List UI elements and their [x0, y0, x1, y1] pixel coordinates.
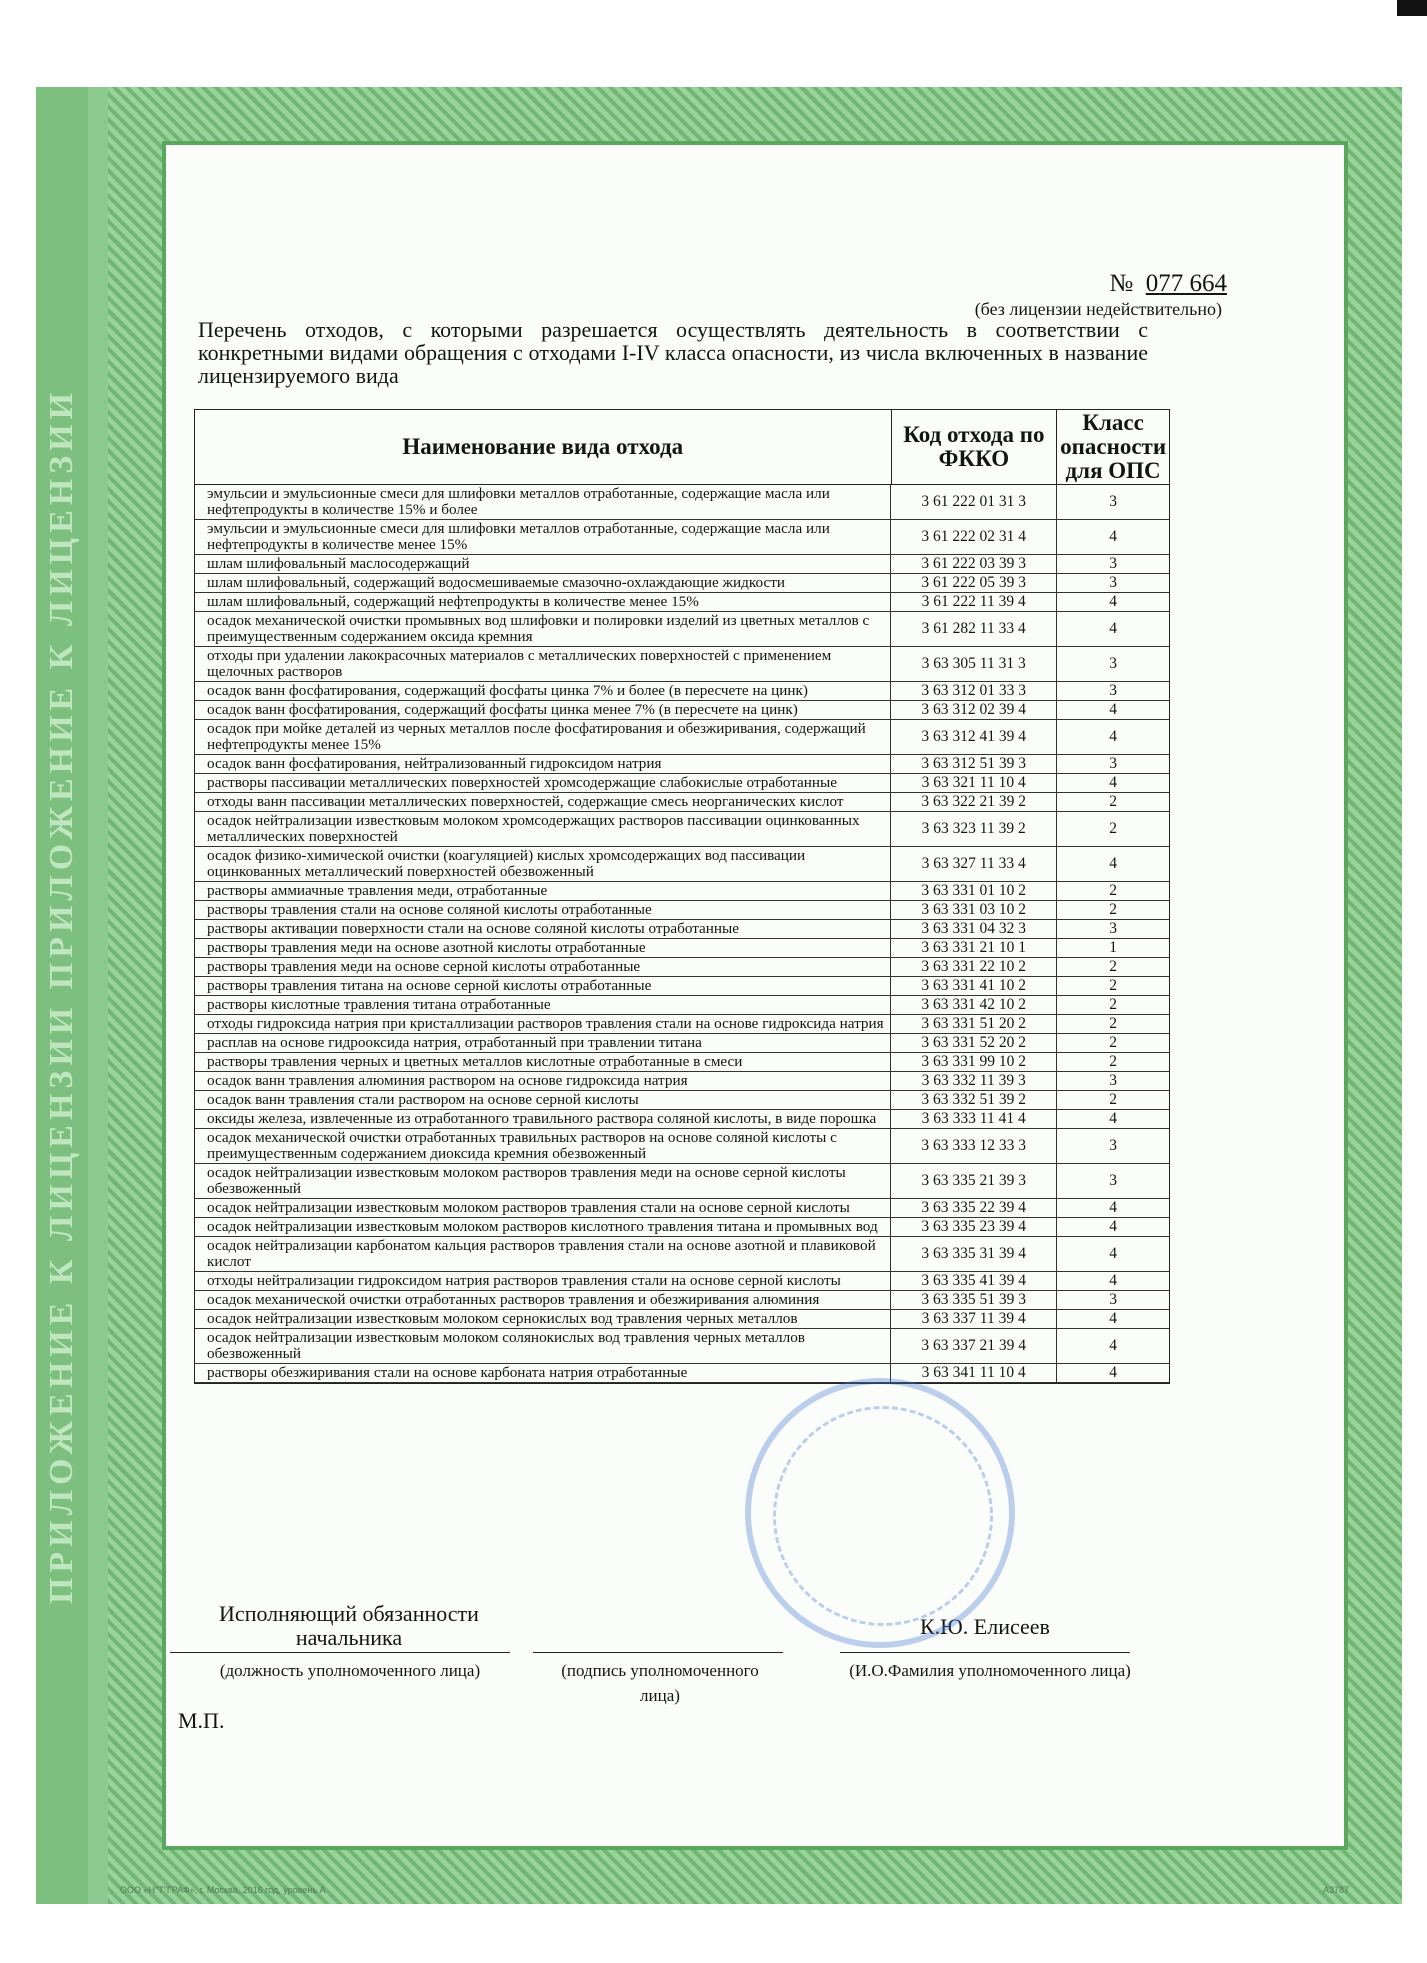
row-class: 3 — [1109, 1172, 1117, 1189]
row-code: 3 63 331 21 10 1 — [891, 939, 1057, 957]
row-code: 3 63 332 51 39 2 — [891, 1091, 1057, 1109]
table-row — [195, 920, 1169, 939]
row-name: растворы аммиачные травления меди, отработанные — [195, 882, 891, 900]
row-code: 3 63 312 02 39 4 — [891, 701, 1057, 719]
row-name: осадок физико-химической очистки (коагуляцией) кислых хромсодержащих вод пассивации оцинкованных металлический поверхностей обезвоженный — [195, 847, 891, 881]
row-code: 3 63 341 11 10 4 — [891, 1364, 1057, 1382]
row-class: 4 — [1109, 1310, 1117, 1327]
row-code: 3 63 331 42 10 2 — [891, 996, 1057, 1014]
row-name: отходы при удалении лакокрасочных материалов с металлических поверхностей с применением щелочных растворов — [195, 647, 891, 681]
table-row — [195, 1218, 1169, 1237]
row-name: шлам шлифовальный маслосодержащий — [195, 555, 891, 573]
official-seal — [745, 1378, 1015, 1648]
row-code: 3 63 331 03 10 2 — [891, 901, 1057, 919]
seal-inner-ring — [773, 1406, 993, 1626]
list-heading: Перечень отходов, с которыми разрешается осуществлять деятельность в соответствии с конкретными видами обращения с отходами I-IV класса опасности, из числа включенных в название лицензируемого вида — [198, 317, 1148, 388]
table-row — [195, 520, 1169, 555]
row-name: отходы нейтрализации гидроксидом натрия растворов травления стали на основе серной кислоты — [195, 1272, 891, 1290]
row-class: 2 — [1109, 882, 1117, 899]
row-class: 4 — [1109, 620, 1117, 637]
table-row — [195, 555, 1169, 574]
row-code: 3 63 337 21 39 4 — [891, 1329, 1057, 1363]
row-class: 2 — [1109, 901, 1117, 918]
row-code: 3 63 331 22 10 2 — [891, 958, 1057, 976]
row-name: осадок ванн фосфатирования, содержащий фосфаты цинка менее 7% (в пересчете на цинк) — [195, 701, 891, 719]
row-code: 3 63 332 11 39 3 — [891, 1072, 1057, 1090]
row-class: 3 — [1109, 1137, 1117, 1154]
name-line — [840, 1652, 1130, 1653]
row-name: осадок нейтрализации известковым молоком хромсодержащих растворов пассивации оцинкованных металлических поверхностей — [195, 812, 891, 846]
row-code: 3 63 312 01 33 3 — [891, 682, 1057, 700]
row-class: 3 — [1109, 493, 1117, 510]
table-row — [195, 593, 1169, 612]
row-code: 3 63 335 21 39 3 — [891, 1164, 1057, 1198]
position-title: Исполняющий обязанности начальника — [219, 1601, 479, 1650]
row-code: 3 63 331 51 20 2 — [891, 1015, 1057, 1033]
row-code: 3 63 305 11 31 3 — [891, 647, 1057, 681]
row-name: осадок механической очистки отработанных травильных растворов на основе соляной кислоты с преимущественным содержанием диоксида кремния обезвоженный — [195, 1129, 891, 1163]
row-code: 3 63 331 04 32 3 — [891, 920, 1057, 938]
table-row — [195, 847, 1169, 882]
row-name: растворы травления черных и цветных металлов кислотные отработанные в смеси — [195, 1053, 891, 1071]
row-code: 3 63 335 22 39 4 — [891, 1199, 1057, 1217]
row-class: 3 — [1109, 1072, 1117, 1089]
position-caption: (должность уполномоченного лица) — [219, 1661, 481, 1680]
table-row — [195, 1129, 1169, 1164]
position-line — [170, 1652, 510, 1653]
row-name: осадок нейтрализации известковым молоком растворов кислотного травления титана и промывных вод — [195, 1218, 891, 1236]
row-name: осадок нейтрализации карбонатом кальция растворов травления стали на основе азотной и плавиковой кислот — [195, 1237, 891, 1271]
row-name: оксиды железа, извлеченные из отработанного травильного раствора соляной кислоты, в виде порошка — [195, 1110, 891, 1128]
row-class: 2 — [1109, 793, 1117, 810]
document-number — [1109, 270, 1227, 298]
table-row — [195, 1291, 1169, 1310]
table-row — [195, 1164, 1169, 1199]
row-name: растворы обезжиривания стали на основе карбоната натрия отработанные — [195, 1364, 891, 1382]
row-class: 3 — [1109, 682, 1117, 699]
row-class: 3 — [1109, 1291, 1117, 1308]
signature-caption: (подпись уполномоченного лица) — [561, 1661, 759, 1705]
table-header — [195, 410, 1169, 485]
table-row — [195, 1329, 1169, 1364]
table-row — [195, 901, 1169, 920]
table-row — [195, 647, 1169, 682]
row-code: 3 61 282 11 33 4 — [891, 612, 1057, 646]
row-name: растворы активации поверхности стали на основе соляной кислоты отработанные — [195, 920, 891, 938]
signature-line — [533, 1652, 783, 1653]
row-code: 3 63 335 51 39 3 — [891, 1291, 1057, 1309]
printer-note: ООО «Н"Т"ГРАФ», г. Москва, 2016 год, уровень А — [120, 1885, 326, 1895]
row-code: 3 63 335 41 39 4 — [891, 1272, 1057, 1290]
row-code: 3 63 312 51 39 3 — [891, 755, 1057, 773]
table-body — [195, 485, 1169, 1383]
row-name: эмульсии и эмульсионные смеси для шлифовки металлов отработанные, содержащие масла или нефтепродукты в количестве менее 15% — [195, 520, 891, 554]
row-name: растворы травления стали на основе соляной кислоты отработанные — [195, 901, 891, 919]
table-row — [195, 755, 1169, 774]
table-row — [195, 1072, 1169, 1091]
row-name: эмульсии и эмульсионные смеси для шлифовки металлов отработанные, содержащие масла или нефтепродукты в количестве 15% и более — [195, 485, 891, 519]
row-class: 4 — [1109, 1364, 1117, 1381]
row-class: 4 — [1109, 728, 1117, 745]
row-name: отходы гидроксида натрия при кристаллизации растворов травления стали на основе гидроксида натрия — [195, 1015, 891, 1033]
side-strip — [36, 87, 88, 1904]
row-name: осадок нейтрализации известковым молоком сернокислых вод травления черных металлов — [195, 1310, 891, 1328]
table-row — [195, 977, 1169, 996]
side-text: ПРИЛОЖЕНИЕ К ЛИЦЕНЗИИ ПРИЛОЖЕНИЕ К ЛИЦЕНЗИИ — [43, 387, 81, 1604]
row-code: 3 63 331 41 10 2 — [891, 977, 1057, 995]
row-code: 3 63 321 11 10 4 — [891, 774, 1057, 792]
row-name: шлам шлифовальный, содержащий водосмешиваемые смазочно-охлаждающие жидкости — [195, 574, 891, 592]
row-name: растворы кислотные травления титана отработанные — [195, 996, 891, 1014]
row-code: 3 63 323 11 39 2 — [891, 812, 1057, 846]
table-row — [195, 1272, 1169, 1291]
signature-block — [180, 1602, 1140, 1732]
row-name: растворы пассивации металлических поверхностей хромсодержащие слабокислые отработанные — [195, 774, 891, 792]
row-class: 2 — [1109, 977, 1117, 994]
table-row — [195, 1364, 1169, 1383]
row-class: 2 — [1109, 1053, 1117, 1070]
row-class: 4 — [1109, 593, 1117, 610]
row-code: 3 61 222 02 31 4 — [891, 520, 1057, 554]
table-row — [195, 774, 1169, 793]
row-class: 4 — [1109, 855, 1117, 872]
table-row — [195, 682, 1169, 701]
row-name: растворы травления меди на основе азотной кислоты отработанные — [195, 939, 891, 957]
row-class: 3 — [1109, 755, 1117, 772]
row-code: 3 63 327 11 33 4 — [891, 847, 1057, 881]
row-name: осадок механической очистки промывных вод шлифовки и полировки изделий из цветных металлов с преимущественным содержанием оксида кремния — [195, 612, 891, 646]
table-row — [195, 939, 1169, 958]
row-name: осадок нейтрализации известковым молоком растворов травления стали на основе серной кислоты — [195, 1199, 891, 1217]
row-code: 3 61 222 03 39 3 — [891, 555, 1057, 573]
name-caption: (И.О.Фамилия уполномоченного лица) — [849, 1661, 1131, 1680]
row-code: 3 63 333 11 41 4 — [891, 1110, 1057, 1128]
header-name: Наименование вида отхода — [195, 410, 892, 484]
table-row — [195, 1091, 1169, 1110]
waste-table — [194, 409, 1170, 1384]
table-row — [195, 1015, 1169, 1034]
row-name: шлам шлифовальный, содержащий нефтепродукты в количестве менее 15% — [195, 593, 891, 611]
row-name: осадок ванн фосфатирования, нейтрализованный гидроксидом натрия — [195, 755, 891, 773]
row-class: 4 — [1109, 1199, 1117, 1216]
table-row — [195, 1034, 1169, 1053]
row-class: 4 — [1109, 1337, 1117, 1354]
table-row — [195, 1237, 1169, 1272]
row-code: 3 63 331 01 10 2 — [891, 882, 1057, 900]
row-class: 4 — [1109, 1245, 1117, 1262]
table-row — [195, 793, 1169, 812]
row-class: 4 — [1109, 1110, 1117, 1127]
corner-mark — [1397, 0, 1427, 16]
table-row — [195, 812, 1169, 847]
row-code: 3 63 335 23 39 4 — [891, 1218, 1057, 1236]
row-name: осадок ванн травления стали раствором на основе серной кислоты — [195, 1091, 891, 1109]
table-row — [195, 574, 1169, 593]
row-class: 1 — [1109, 939, 1117, 956]
signer-name: К.Ю. Елисеев — [920, 1614, 1050, 1639]
row-class: 2 — [1109, 1015, 1117, 1032]
row-name: осадок при мойке деталей из черных металлов после фосфатирования и обезжиривания, содержащий нефтепродукты менее 15% — [195, 720, 891, 754]
row-name: растворы травления меди на основе серной кислоты отработанные — [195, 958, 891, 976]
table-row — [195, 485, 1169, 520]
table-row — [195, 958, 1169, 977]
row-code: 3 63 337 11 39 4 — [891, 1310, 1057, 1328]
document-number-prefix: № — [1109, 270, 1134, 297]
row-code: 3 63 333 12 33 3 — [891, 1129, 1057, 1163]
row-class: 3 — [1109, 555, 1117, 572]
row-name: отходы ванн пассивации металлических поверхностей, содержащие смесь неорганических кислот — [195, 793, 891, 811]
table-row — [195, 1053, 1169, 1072]
form-code: А3787 — [1323, 1885, 1350, 1895]
table-row — [195, 882, 1169, 901]
row-name: осадок ванн фосфатирования, содержащий фосфаты цинка 7% и более (в пересчете на цинк) — [195, 682, 891, 700]
row-class: 3 — [1109, 574, 1117, 591]
row-class: 3 — [1109, 920, 1117, 937]
row-code: 3 63 312 41 39 4 — [891, 720, 1057, 754]
row-class: 4 — [1109, 701, 1117, 718]
row-name: осадок нейтрализации известковым молоком растворов травления меди на основе серной кислоты обезвоженный — [195, 1164, 891, 1198]
header-class: Класс опасности для ОПС — [1060, 410, 1167, 483]
row-code: 3 63 331 99 10 2 — [891, 1053, 1057, 1071]
row-code: 3 63 331 52 20 2 — [891, 1034, 1057, 1052]
table-row — [195, 612, 1169, 647]
row-class: 4 — [1109, 774, 1117, 791]
table-row — [195, 701, 1169, 720]
stamp-label: М.П. — [178, 1708, 225, 1733]
row-code: 3 61 222 01 31 3 — [891, 485, 1057, 519]
row-name: осадок нейтрализации известковым молоком солянокислых вод травления черных металлов обезвоженный — [195, 1329, 891, 1363]
row-class: 2 — [1109, 1034, 1117, 1051]
table-row — [195, 1110, 1169, 1129]
row-code: 3 63 335 31 39 4 — [891, 1237, 1057, 1271]
row-class: 2 — [1109, 958, 1117, 975]
row-class: 2 — [1109, 1091, 1117, 1108]
row-class: 4 — [1109, 1272, 1117, 1289]
row-name: расплав на основе гидрооксида натрия, отработанный при травлении титана — [195, 1034, 891, 1052]
table-row — [195, 996, 1169, 1015]
row-code: 3 61 222 11 39 4 — [891, 593, 1057, 611]
row-code: 3 63 322 21 39 2 — [891, 793, 1057, 811]
row-name: осадок ванн травления алюминия раствором на основе гидроксида натрия — [195, 1072, 891, 1090]
row-class: 4 — [1109, 528, 1117, 545]
table-row — [195, 1310, 1169, 1329]
header-code: Код отхода по ФККО — [892, 410, 1058, 484]
row-class: 2 — [1109, 996, 1117, 1013]
row-name: растворы травления титана на основе серной кислоты отработанные — [195, 977, 891, 995]
row-class: 4 — [1109, 1218, 1117, 1235]
row-class: 3 — [1109, 655, 1117, 672]
row-class: 2 — [1109, 820, 1117, 837]
table-row — [195, 720, 1169, 755]
document-number-value: 077 664 — [1145, 270, 1227, 297]
row-code: 3 61 222 05 39 3 — [891, 574, 1057, 592]
row-name: осадок механической очистки отработанных растворов травления и обезжиривания алюминия — [195, 1291, 891, 1309]
table-row — [195, 1199, 1169, 1218]
validity-note: (без лицензии недействительно) — [974, 299, 1222, 319]
